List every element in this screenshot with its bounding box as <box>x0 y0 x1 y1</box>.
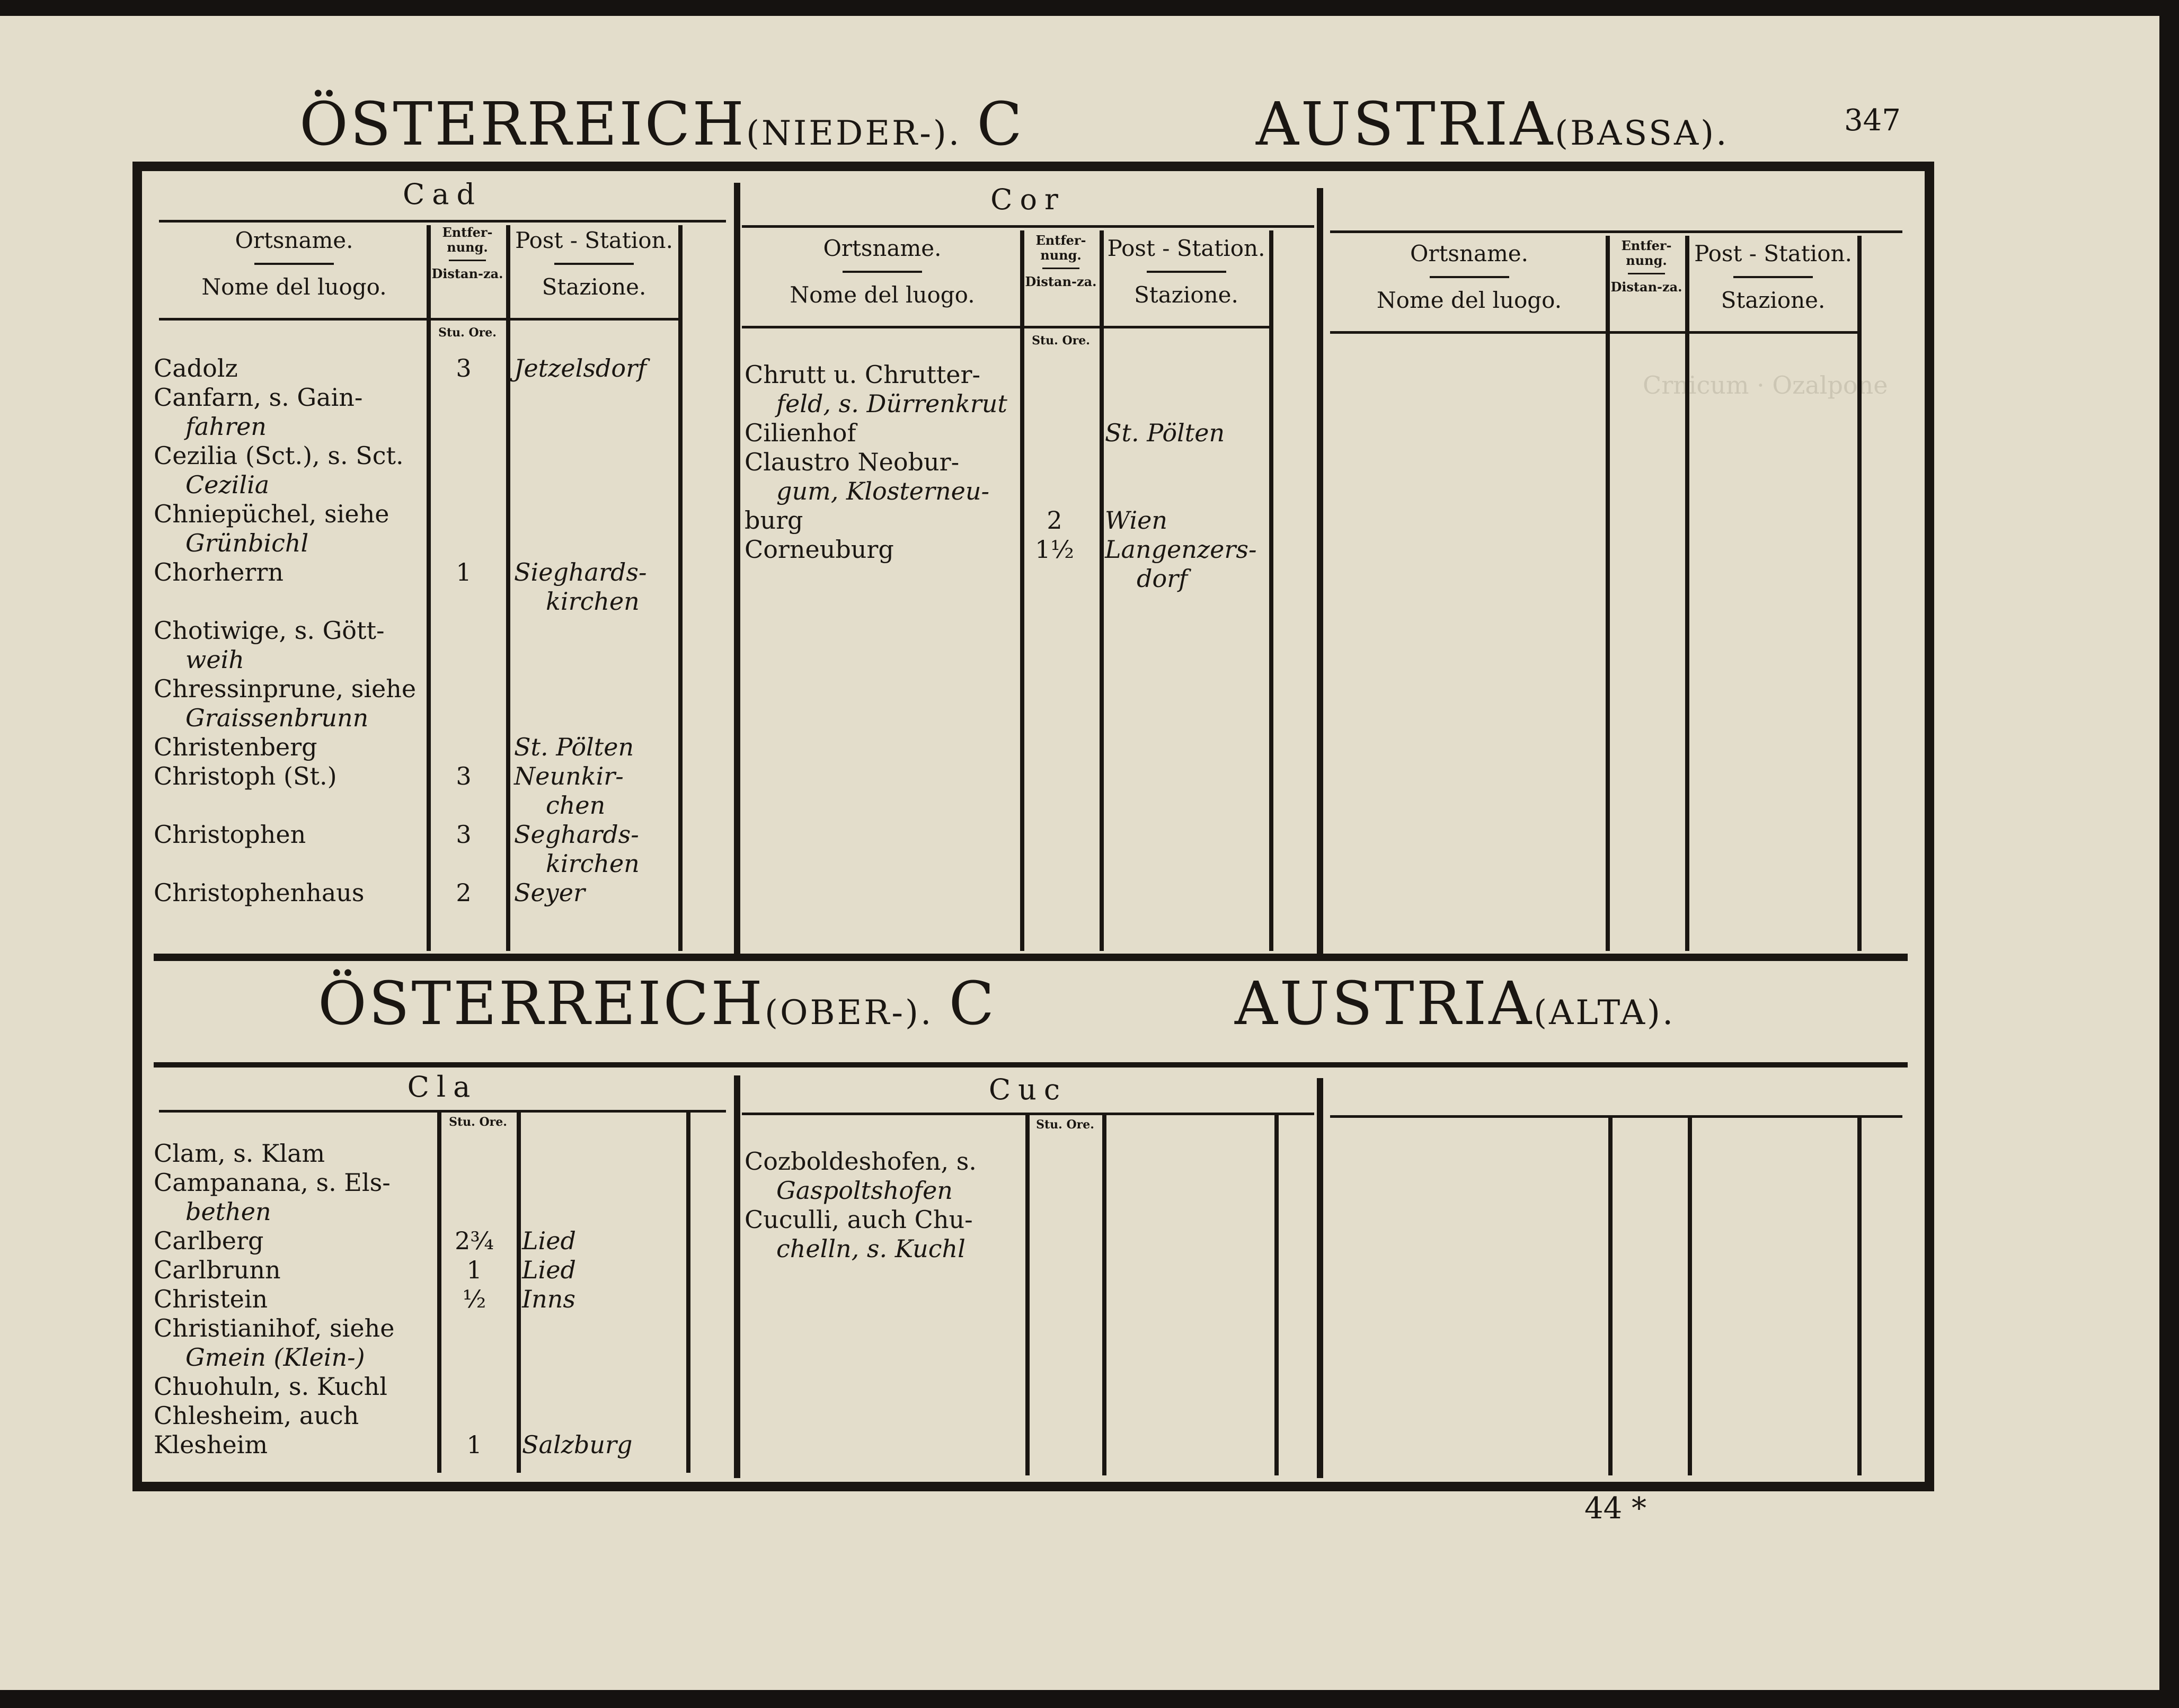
post-station-line: Wien <box>1105 506 1168 535</box>
cla-col-line-1 <box>437 1113 441 1473</box>
place-name-line: Carlberg <box>154 1226 264 1255</box>
post-station-line: St. Pölten <box>1105 419 1225 447</box>
place-name <box>154 733 317 762</box>
third-header-distance <box>1609 238 1684 295</box>
third-header-distanza: Distan-za. <box>1610 279 1682 295</box>
cor-col-line-2 <box>1100 230 1104 951</box>
post-station <box>522 1285 575 1314</box>
cla-col-line-2 <box>517 1113 521 1473</box>
place-name <box>154 616 385 674</box>
place-name-line: Christein <box>154 1285 268 1313</box>
post-station <box>522 1226 576 1256</box>
heading-alta <box>1235 969 1675 1038</box>
third-header-ortsname-rule <box>1430 276 1509 278</box>
lower-third-col-line-2 <box>1688 1118 1692 1475</box>
post-station <box>522 1430 632 1460</box>
distance-value: 1 <box>466 1430 482 1459</box>
place-name-line: Christianihof, siehe <box>154 1314 395 1342</box>
cla-col-line-3 <box>686 1113 690 1473</box>
heading2-title-it: AUSTRIA <box>1235 969 1534 1038</box>
block-divider-2 <box>1317 188 1323 954</box>
table-frame <box>132 162 1934 1491</box>
cad-header-post-station: Post - Station. <box>515 227 673 253</box>
rule-cad <box>159 220 726 223</box>
distance-value: ½ <box>462 1285 486 1313</box>
heading2-qualifier-de: (OBER-). <box>765 993 934 1033</box>
section-label-cuc: Cuc <box>988 1073 1068 1106</box>
cor-header-entfernung: Entfer-nung. <box>1035 233 1086 263</box>
place-name <box>154 441 404 500</box>
distance-value: 2 <box>456 878 472 907</box>
cad-header-ortsname-de: Ortsname. <box>235 227 353 253</box>
distance-value: 1 <box>456 558 472 586</box>
place-name-line: Klesheim <box>154 1430 268 1459</box>
place-name-line: Cuculli, auch Chu- <box>745 1205 973 1234</box>
post-station <box>514 354 646 383</box>
place-name <box>745 360 1007 419</box>
post-station-line: Langenzers- <box>1105 535 1257 564</box>
block-divider-1 <box>734 183 740 954</box>
cor-header-distanza: Distan-za. <box>1025 274 1097 290</box>
place-name-line: Cilienhof <box>745 419 856 447</box>
heading2-title-de: ÖSTERREICH <box>318 969 765 1038</box>
cor-header-ortsname-de: Ortsname. <box>823 235 942 261</box>
distance-value: 1 <box>466 1256 482 1284</box>
cad-header-distance-rule <box>449 260 486 261</box>
section-label-cor: Cor <box>990 183 1066 216</box>
place-name-line: Cozboldeshofen, s. <box>745 1147 977 1176</box>
post-station-continuation: dorf <box>1137 564 1188 593</box>
block-divider-2-lower <box>1317 1078 1323 1478</box>
place-name <box>154 383 362 441</box>
post-station <box>514 733 634 762</box>
place-name-continuation: bethen <box>185 1197 271 1226</box>
post-station <box>1105 535 1257 593</box>
place-name <box>154 1401 359 1430</box>
place-name-line: Clam, s. Klam <box>154 1139 325 1168</box>
place-name-continuation: Gaspoltshofen <box>776 1176 953 1205</box>
cuc-col-line-1 <box>1025 1115 1030 1475</box>
place-name-continuation: Cezilia <box>185 470 270 499</box>
post-station <box>514 878 585 908</box>
cor-stu-ore: Stu. Ore. <box>1032 334 1090 348</box>
cor-header-rule <box>742 326 1272 328</box>
third-header-ortsname-it: Nome del luogo. <box>1376 287 1562 314</box>
third-header-rule <box>1330 331 1860 334</box>
place-name <box>154 558 284 587</box>
third-col-line-3 <box>1857 236 1862 951</box>
post-station-continuation: kirchen <box>546 849 640 878</box>
heading-letter: C <box>977 90 1024 159</box>
rule-cor <box>742 225 1314 228</box>
cuc-col-line-3 <box>1274 1115 1279 1475</box>
cad-header-ortsname-rule <box>254 263 334 265</box>
place-name-continuation: Graissenbrunn <box>185 704 369 732</box>
place-name-line: Carlbrunn <box>154 1256 281 1284</box>
place-name-line: Chrutt u. Chrutter- <box>745 360 981 389</box>
place-name-continuation: Gmein (Klein-) <box>185 1343 365 1372</box>
post-station <box>514 820 640 878</box>
post-station-line: Jetzelsdorf <box>514 354 647 382</box>
distance-value: 2¾ <box>455 1226 494 1255</box>
post-station-continuation: chen <box>546 791 606 820</box>
place-name <box>154 674 416 733</box>
place-name <box>154 354 238 383</box>
place-name <box>745 1147 977 1205</box>
cuc-col-line-2 <box>1102 1115 1106 1475</box>
cor-header-distance <box>1024 233 1098 289</box>
page-number: 347 <box>1844 103 1901 138</box>
distance-value: 3 <box>456 820 472 849</box>
place-name-line: Christenberg <box>154 733 317 761</box>
place-name-continuation: gum, Klosterneu- <box>776 477 990 505</box>
cad-header-ortsname-it: Nome del luogo. <box>201 274 387 300</box>
cor-header-post-station: Post - Station. <box>1107 235 1265 261</box>
cad-header-station <box>510 228 678 300</box>
cad-stu-ore: Stu. Ore. <box>438 326 497 340</box>
section-label-cad: Cad <box>402 177 483 211</box>
place-name-line: Chniepüchel, siehe <box>154 500 389 528</box>
cor-header-ortsname-rule <box>843 271 922 273</box>
place-name-line: Corneuburg <box>745 535 894 564</box>
cad-header-rule <box>159 318 681 321</box>
place-name <box>745 419 856 448</box>
place-name-line: Chlesheim, auch <box>154 1401 359 1430</box>
post-station-line: Lied <box>522 1226 576 1255</box>
third-col-line-2 <box>1685 236 1689 951</box>
place-name-continuation: chelln, s. Kuchl <box>776 1234 966 1263</box>
place-name <box>745 506 803 535</box>
heading-qualifier-it: (BASSA). <box>1555 114 1729 153</box>
place-name-line: Chuohuln, s. Kuchl <box>154 1372 387 1401</box>
place-name-line: Christophen <box>154 820 306 849</box>
section-divider-lower <box>154 1062 1908 1068</box>
post-station-line: Sieghards- <box>514 558 647 586</box>
post-station-line: Seghards- <box>514 820 639 849</box>
place-name <box>154 1285 268 1314</box>
place-name <box>154 1139 325 1168</box>
heading-lower-austria <box>299 90 1024 159</box>
lower-third-col-line-1 <box>1608 1118 1613 1475</box>
cor-header-ortsname-it: Nome del luogo. <box>790 282 975 308</box>
post-station-line: Salzburg <box>522 1430 633 1459</box>
cad-header-entfernung: Entfer-nung. <box>442 225 493 255</box>
rule-third <box>1330 230 1902 233</box>
post-station-continuation: kirchen <box>546 587 640 616</box>
cor-header-distance-rule <box>1042 268 1079 269</box>
place-name <box>154 1430 268 1460</box>
signature-mark: 44 * <box>1584 1491 1647 1526</box>
place-name <box>154 1256 281 1285</box>
place-name <box>154 762 337 791</box>
place-name-line: Chotiwige, s. Gött- <box>154 616 385 645</box>
post-station <box>1105 506 1167 535</box>
cor-header-ortsname <box>747 236 1017 308</box>
heading2-qualifier-it: (ALTA). <box>1534 993 1676 1033</box>
lower-third-col-line-3 <box>1857 1118 1862 1475</box>
third-header-post-station: Post - Station. <box>1694 241 1852 266</box>
heading-title-it: AUSTRIA <box>1256 90 1555 159</box>
rule-cla <box>159 1110 726 1113</box>
place-name-line: burg <box>745 506 803 535</box>
place-name <box>745 448 989 506</box>
place-name-continuation: feld, s. Dürrenkrut <box>776 389 1007 418</box>
place-name-line: Cadolz <box>154 354 238 382</box>
third-header-stazione: Stazione. <box>1721 287 1826 314</box>
post-station <box>522 1256 576 1285</box>
section-label-cla: Cla <box>407 1070 478 1104</box>
place-name <box>154 1314 394 1372</box>
post-station <box>514 762 624 820</box>
place-name <box>154 878 365 908</box>
distance-value: 2 <box>1047 506 1062 535</box>
distance-value: 3 <box>456 354 472 382</box>
third-header-distance-rule <box>1628 273 1665 274</box>
cad-header-station-rule <box>554 263 634 265</box>
place-name <box>154 1226 263 1256</box>
post-station <box>514 558 647 616</box>
post-station-line: Lied <box>522 1256 576 1284</box>
place-name <box>154 1168 391 1226</box>
block-divider-1-lower <box>734 1075 740 1478</box>
cuc-stu-ore: Stu. Ore. <box>1036 1118 1094 1132</box>
heading2-letter: C <box>949 969 997 1038</box>
place-name-line: Chressinprune, siehe <box>154 674 417 703</box>
cor-col-line-3 <box>1269 230 1273 951</box>
cad-col-line-3 <box>678 225 683 951</box>
distance-value: 1½ <box>1035 535 1074 564</box>
post-station-line: Inns <box>522 1285 576 1313</box>
place-name-line: Claustro Neobur- <box>745 448 960 476</box>
bleed-through-text: Crnicum · Ozalpone <box>1643 371 1888 399</box>
place-name-line: Christoph (St.) <box>154 762 337 790</box>
cad-header-ortsname <box>164 228 424 300</box>
third-header-station-rule <box>1733 276 1813 278</box>
third-header-ortsname <box>1335 241 1603 314</box>
place-name-continuation: weih <box>185 645 244 674</box>
distance-value: 3 <box>456 762 472 790</box>
third-header-station <box>1689 241 1857 314</box>
third-header-entfernung: Entfer-nung. <box>1621 238 1672 268</box>
place-name-line: Campanana, s. Els- <box>154 1168 391 1197</box>
place-name <box>745 1205 973 1264</box>
place-name-continuation: Grünbichl <box>185 529 309 557</box>
third-col-line-1 <box>1606 236 1610 951</box>
cor-header-station-rule <box>1147 271 1226 273</box>
place-name-line: Cezilia (Sct.), s. Sct. <box>154 441 404 470</box>
place-name-continuation: fahren <box>185 412 267 441</box>
place-name-line: Chorherrn <box>154 558 284 586</box>
third-header-ortsname-de: Ortsname. <box>1410 241 1529 266</box>
place-name <box>154 1372 387 1401</box>
heading-upper-austria <box>318 969 996 1038</box>
section-divider <box>154 954 1908 961</box>
cor-header-station <box>1103 236 1269 308</box>
cad-col-line-2 <box>506 225 510 951</box>
cad-header-stazione: Stazione. <box>542 274 646 300</box>
rule-third-lower <box>1330 1115 1902 1118</box>
post-station-line: Seyer <box>514 878 585 907</box>
place-name-line: Canfarn, s. Gain- <box>154 383 363 412</box>
place-name-line: Christophenhaus <box>154 878 365 907</box>
heading-bassa <box>1256 90 1729 159</box>
heading-title-de: ÖSTERREICH <box>299 90 747 159</box>
heading-qualifier-de: (NIEDER-). <box>746 114 962 153</box>
post-station <box>1105 419 1225 448</box>
cla-stu-ore: Stu. Ore. <box>449 1115 507 1129</box>
post-station-line: St. Pölten <box>514 733 634 761</box>
place-name <box>154 500 389 558</box>
place-name <box>154 820 306 849</box>
cad-header-distance <box>430 225 504 281</box>
cad-header-distanza: Distan-za. <box>431 266 503 282</box>
cor-header-stazione: Stazione. <box>1134 282 1238 308</box>
place-name <box>745 535 894 564</box>
post-station-line: Neunkir- <box>514 762 624 790</box>
